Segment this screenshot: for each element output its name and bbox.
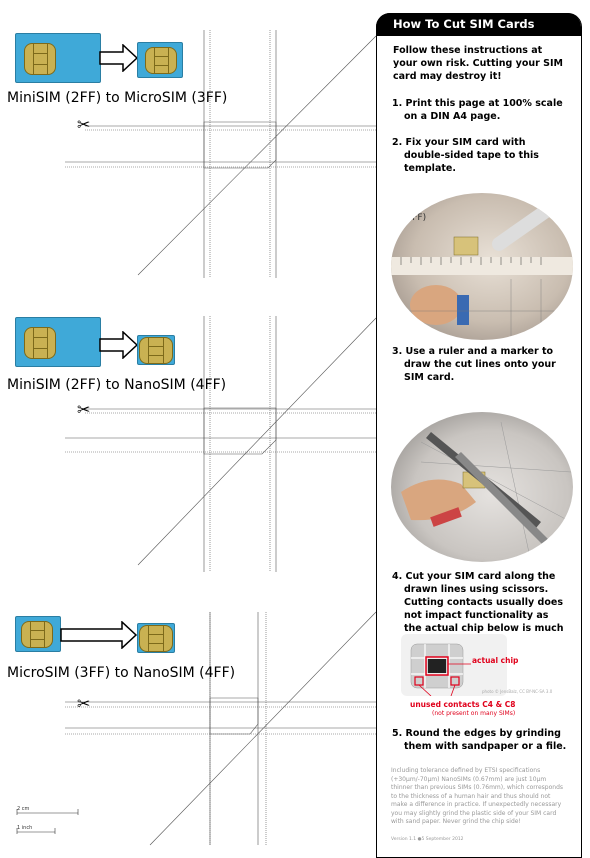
photo-cutting-sim	[391, 412, 573, 562]
chip-diagram	[401, 634, 507, 696]
not-present-label: (not present on many SIMs)	[432, 710, 516, 717]
nanosim-card	[137, 623, 175, 653]
arrow-right-icon	[99, 331, 139, 359]
step-3: 3. Use a ruler and a marker to draw the cut lines onto your SIM card.	[392, 346, 556, 383]
minisim-card	[15, 317, 101, 367]
sim-chip-icon	[24, 327, 56, 359]
actual-chip-label: actual chip	[472, 656, 519, 665]
arrow-right-icon	[99, 44, 139, 72]
sim-chip-icon	[21, 621, 53, 648]
sim-chip-icon	[24, 43, 56, 75]
sim-chip-icon	[139, 625, 173, 652]
section-title: MiniSIM (2FF) to NanoSIM (4FF)	[7, 377, 227, 393]
scissors-icon: ✂	[77, 694, 91, 713]
sim-chip-icon	[145, 47, 177, 74]
scale-inch-label: 1 inch	[17, 825, 33, 831]
microsim-card	[137, 42, 183, 78]
scissors-icon: ✂	[77, 400, 91, 419]
version-text: Version 1.1 ●5 September 2012	[391, 837, 464, 842]
step-4: 4. Cut your SIM card along the drawn lines using scissors. Cutting contacts usually does not impact functionality as the actual chip below is much	[392, 571, 564, 634]
photo-4ff-label: (4FF)	[403, 213, 427, 223]
minisim-card	[15, 33, 101, 83]
footnote: Including tolerance defined by ETSI specifications (+30µm/-70µm) NanoSIMs (0.67mm) are just 10µm thinner than previous SIMs (0.76mm), which corresponds to the thickness of a human hair and thus should not make a difference in practice. If unexpectedly necessary you may slightly grind the plastic side of your SIM card with sand paper. Never grind the chip side!	[391, 767, 564, 825]
photo-credit: photo © JensBalz, CC BY-NC-SA 3.0	[482, 689, 553, 694]
microsim-card	[15, 616, 61, 652]
panel-title: How To Cut SIM Cards	[393, 17, 535, 31]
step-2: 2. Fix your SIM card with double-sided tape to this template.	[392, 137, 539, 174]
photo-marking-sim	[391, 193, 573, 340]
step-1: 1. Print this page at 100% scale on a DIN A4 page.	[392, 98, 563, 122]
section-title: MicroSIM (3FF) to NanoSIM (4FF)	[7, 665, 236, 681]
sim-chip-icon	[139, 337, 173, 364]
nanosim-card	[137, 335, 175, 365]
warning-text: Follow these instructions at your own risk. Cutting your SIM card may destroy it!	[393, 45, 563, 82]
scissors-icon: ✂	[77, 115, 91, 134]
arrow-right-icon	[60, 621, 138, 649]
unused-contacts-label: unused contacts C4 & C8	[410, 700, 516, 709]
section-title: MiniSIM (2FF) to MicroSIM (3FF)	[7, 90, 228, 106]
scale-cm-label: 2 cm	[17, 806, 30, 812]
step-5: 5. Round the edges by grinding them with sandpaper or a file.	[392, 728, 567, 752]
